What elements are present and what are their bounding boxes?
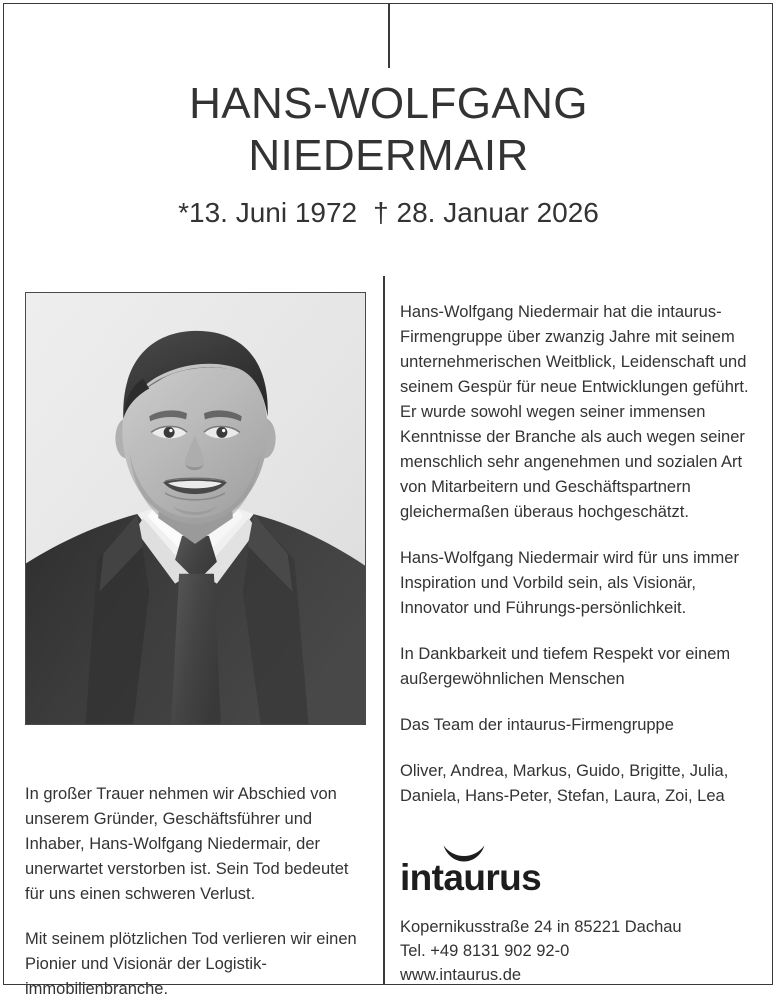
left-column xyxy=(25,292,366,725)
portrait-illustration xyxy=(26,293,365,724)
right-column-text xyxy=(400,300,764,830)
right-paragraph-4: Das Team der intaurus-Firmengruppe xyxy=(400,716,674,734)
death-date: † 28. Januar 2026 xyxy=(373,196,599,228)
left-column-text xyxy=(25,782,369,1000)
left-paragraph-1: In großer Trauer nehmen wir Abschied von unserem Gründer, Geschäftsführer und Inhaber, Hans-Wolfgang Niedermair, der unerwartet verstorben ist. Sein Tod bedeutet für uns einen schweren Verlust. xyxy=(25,785,349,903)
portrait-photo xyxy=(25,292,366,725)
left-paragraph-2: Mit seinem plötzlichen Tod verlieren wir einen Pionier und Visionär der Logistik-immobilienbranche. xyxy=(25,930,357,998)
logo-wordmark: intaurus xyxy=(400,857,542,898)
deceased-name-line-1: HANS-WOLFGANG xyxy=(189,79,588,128)
life-dates xyxy=(4,196,773,230)
right-paragraph-1: Hans-Wolfgang Niedermair hat die intaurus-Firmengruppe über zwanzig Jahre mit seinem unternehmerischen Weitblick, Leidenschaft und seinem Gespür für neue Entwicklungen geführt. Er wurde sowohl wegen seiner immensen Kenntnisse der Branche als auch wegen seiner menschlich sehr angenehmen und sozialen Art von Mitarbeitern und Geschäftspartnern gleichermaßen überaus hochgeschätzt. xyxy=(400,303,749,521)
contact-phone: Tel. +49 8131 902 92-0 xyxy=(400,942,570,960)
birth-date: *13. Juni 1972 xyxy=(178,196,358,228)
deceased-name-line-2: NIEDERMAIR xyxy=(248,130,529,180)
contact-website: www.intaurus.de xyxy=(400,966,522,984)
top-divider-tick xyxy=(388,4,390,68)
company-logo xyxy=(400,845,700,901)
right-paragraph-5: Oliver, Andrea, Markus, Guido, Brigitte, Julia, Daniela, Hans-Peter, Stefan, Laura, Zoi, Lea xyxy=(400,762,729,805)
column-divider-rule xyxy=(383,276,385,985)
notice-header xyxy=(4,78,773,229)
right-paragraph-2: Hans-Wolfgang Niedermair wird für uns immer Inspiration und Vorbild sein, als Visionär, Innovator und Führungs-persönlichkeit. xyxy=(400,549,739,617)
company-contact xyxy=(400,915,740,987)
contact-address: Kopernikusstraße 24 in 85221 Dachau xyxy=(400,918,682,936)
logo-row xyxy=(400,845,700,901)
right-paragraph-3: In Dankbarkeit und tiefem Respekt vor einem außergewöhnlichen Menschen xyxy=(400,645,731,688)
